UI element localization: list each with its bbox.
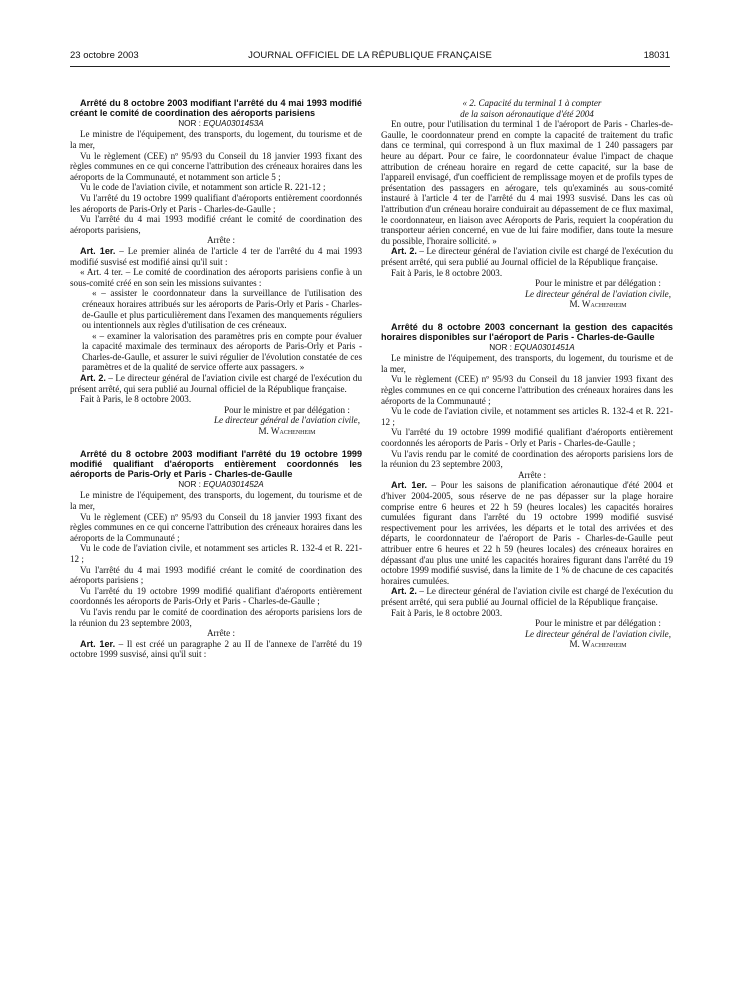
signature-title: Le directeur général de l'aviation civile, [524,628,671,639]
article-label: Art. 1er. [391,480,428,491]
article-label: Art. 2. [391,586,417,597]
paragraph: Vu l'arrêté du 4 mai 1993 modifié créant le comité de coordination des aéroports parisiens ; [70,564,362,586]
article-text: – Pour les saisons de planification aéronautique d'été 2004 et d'hiver 2004-2005, sous réserve de ne pas dépasser sur la plage horaire comprise entre 6 heures et 22 h 59 (heures locales) les capacités horaires cumulées figurant dans l'arrêté du 19 octobre 1999 modifié susvisé respectivement pour les arrivées, les départs et le total des arrivées et des départs, le coordonnateur de l'aéroport de Paris - Charles-de-Gaulle peut attribuer entre 6 heures et 22 h 59 (heures locales) des créneaux horaires en dépassant d'au plus une unité les capacités horaires figurant dans l'arrêté du 19 octobre 1999 modifié susvisé, dans la limite de 1 % de chacune de ces capacités horaires cumulées. [381,480,673,586]
paragraph: Vu le règlement (CEE) nº 95/93 du Conseil du 18 janvier 1993 fixant des règles communes en ce qui concerne l'attribution des créneaux horaires dans les aéroports de la Communauté ; [70,511,362,543]
signature-place-date: Fait à Paris, le 8 octobre 2003. [391,607,503,618]
quoted-article: « Art. 4 ter. – Le comité de coordination des aéroports parisiens confie à un sous-comité créé en son sein les missions suivantes : [70,267,362,288]
bullet-item: « – assister le coordonnateur dans la surveillance de l'utilisation des créneaux horaires attribués sur les aéroports de Paris-Orly et Paris - Charles-de-Gaulle et plus particulièrement dans l'examen des manquements réguliers ou intentionnels aux règles d'utilisation de ces créneaux. [82,288,362,331]
nor-prefix: NOR : [489,342,515,352]
article-label: Art. 2. [391,246,417,257]
arrete-heading: Arrête : [517,469,547,480]
signature-block [381,278,673,310]
paragraph: Vu l'arrêté du 4 mai 1993 modifié créant le comité de coordination des aéroports parisiens, [70,214,362,235]
paragraph: Le ministre de l'équipement, des transports, du logement, du tourisme et de la mer, [70,129,362,150]
article-2 [381,586,673,607]
nor-code: EQUA0301453A [203,118,264,128]
page-number: 18031 [643,50,670,61]
bullet-item: « – examiner la valorisation des paramètres pris en compte pour évaluer la capacité maximale des terminaux des aéroports de Paris-Orly et Paris - Charles-de-Gaulle, et assurer le suivi régulier de l'évolution constatée de ces paramètres et de la qualité de service offerte aux passagers. » [82,330,362,373]
right-column [381,98,673,650]
header-date: 23 octobre 2003 [70,50,139,61]
nor-prefix: NOR : [178,479,204,489]
article-text: – Il est créé un paragraphe 2 au II de l'annexe de l'arrêté du 19 octobre 1999 susvisé, ainsi qu'il suit : [70,638,362,660]
signature-place-date: Fait à Paris, le 8 octobre 2003. [391,267,503,278]
signature-place-date: Fait à Paris, le 8 octobre 2003. [80,394,192,405]
paragraph: Vu le règlement (CEE) nº 95/93 du Conseil du 18 janvier 1993 fixant des règles communes en ce qui concerne l'attribution des créneaux horaires dans les aéroports de la Communauté ; [381,374,673,406]
signature-title: Le directeur général de l'aviation civile, [213,415,360,426]
paragraph: Vu le code de l'aviation civile, et notamment ses articles R. 132-4 et R. 221-12 ; [381,406,673,427]
quote-title-line: de la saison aéronautique d'été 2004 [460,108,594,119]
left-column [70,98,362,660]
signature-title: Le directeur général de l'aviation civile, [524,288,671,299]
paragraph: Vu le code de l'aviation civile, et notamment son article R. 221-12 ; [80,182,326,193]
quote-title [381,98,673,119]
paragraph: Vu le règlement (CEE) nº 95/93 du Conseil du 18 janvier 1993 fixant des règles communes en ce qui concerne l'attribution des créneaux horaires dans les aéroports de la Communauté, et notamment son article 5 ; [70,150,362,182]
signatory-name: M. Wachenheim [569,639,627,650]
article-label: Art. 2. [80,373,106,384]
article-1 [70,639,362,660]
paragraph: Vu l'avis rendu par le comité de coordination des aéroports parisiens lors de la réunion du 23 septembre 2003, [381,448,673,470]
signature-line: Pour le ministre et par délégation : [224,404,350,415]
nor-reference [70,119,362,130]
signature-line: Pour le ministre et par délégation : [535,278,661,289]
nor-reference [381,343,673,354]
paragraph: Vu l'avis rendu par le comité de coordination des aéroports parisiens lors de la réunion du 23 septembre 2003, [70,606,362,628]
article-text: – Le directeur général de l'aviation civile est chargé de l'exécution du présent arrêté, qui sera publié au Journal officiel de la République française. [381,586,673,607]
paragraph: Vu l'arrêté du 19 octobre 1999 qualifiant d'aéroports entièrement coordonnés les aéroports de Paris-Orly et Paris - Charles-de-Gaulle ; [70,192,362,214]
nor-code: EQUA0301451A [514,342,575,352]
nor-reference [70,480,362,491]
quote-title-line: « 2. Capacité du terminal 1 à compter [462,98,602,108]
article-label: Art. 1er. [80,245,116,256]
article-text: – Le premier alinéa de l'article 4 ter de l'arrêté du 4 mai 1993 modifié susvisé est modifié ainsi qu'il suit : [70,245,362,267]
paragraph: En outre, pour l'utilisation du terminal 1 de l'aéroport de Paris - Charles-de-Gaulle, le coordonnateur prend en compte la capacité de traitement du trafic dans ce terminal, qui correspond à un flux maximal de 1 240 passagers par heure au départ. Pour ce faire, le coordonnateur évalue l'impact de chaque attribution de créneau horaire en regard de cette capacité, sur la base de l'appareil envisagé, d'un coefficient de remplissage moyen et de profils types de présentation des passagers en aérogare, tels qu'examinés au sous-comité instauré à l'article 4 ter de l'arrêté du 4 mai 1993 susvisé. Dans les cas où l'attribution d'un créneau horaire conduirait au dépassement de ce flux maximal, le coordonnateur, en liaison avec Aéroports de Paris, requiert la coopération du transporteur aérien concerné, en vue de lui faire modifier, dans toute la mesure du possible, l'horaire sollicité. » [381,119,673,246]
signatory-name: M. Wachenheim [258,426,316,437]
article-2 [381,246,673,267]
running-header [70,50,670,64]
decree-title: Arrêté du 8 octobre 2003 modifiant l'arrêté du 4 mai 1993 modifié créant le comité de coordination des aéroports parisiens [70,98,362,119]
article-text: – Le directeur général de l'aviation civile est chargé de l'exécution du présent arrêté, qui sera publié au Journal officiel de la République française. [381,246,673,267]
article-1 [70,246,362,267]
decree-title: Arrêté du 8 octobre 2003 modifiant l'arrêté du 19 octobre 1999 modifié qualifiant d'aéroports entièrement coordonnés les aéroports de Paris-Orly et Paris - Charles-de-Gaulle [70,448,362,480]
article-text: – Le directeur général de l'aviation civile est chargé de l'exécution du présent arrêté, qui sera publié au Journal officiel de la République française. [70,373,362,394]
signatory-name: M. Wachenheim [569,299,627,310]
paragraph: Vu l'arrêté du 19 octobre 1999 modifié qualifiant d'aéroports entièrement coordonnés les aéroports de Paris - Orly et Paris - Charles-de-Gaulle ; [381,427,673,449]
article-2 [70,373,362,394]
signature-block [381,618,673,650]
paragraph: Vu l'arrêté du 19 octobre 1999 modifié qualifiant d'aéroports entièrement coordonnés les aéroports de Paris-Orly et Paris - Charles-de-Gaulle ; [70,585,362,607]
header-rule [70,66,670,67]
header-title: JOURNAL OFFICIEL DE LA RÉPUBLIQUE FRANÇAISE [248,50,492,61]
decree-title: Arrêté du 8 octobre 2003 concernant la gestion des capacités horaires disponibles sur l'aéroport de Paris - Charles-de-Gaulle [381,321,673,343]
article-1 [381,480,673,586]
article-label: Art. 1er. [80,638,116,649]
nor-code: EQUA0301452A [203,479,264,489]
paragraph: Vu le code de l'aviation civile, et notamment ses articles R. 132-4 et R. 221-12 ; [70,543,362,564]
paragraph: Le ministre de l'équipement, des transports, du logement, du tourisme et de la mer, [70,490,362,512]
arrete-heading: Arrête : [206,628,236,639]
paragraph: Le ministre de l'équipement, des transports, du logement, du tourisme et de la mer, [381,353,673,374]
signature-block [70,405,362,437]
arrete-heading: Arrête : [206,235,236,246]
nor-prefix: NOR : [178,118,204,128]
signature-line: Pour le ministre et par délégation : [535,618,661,629]
